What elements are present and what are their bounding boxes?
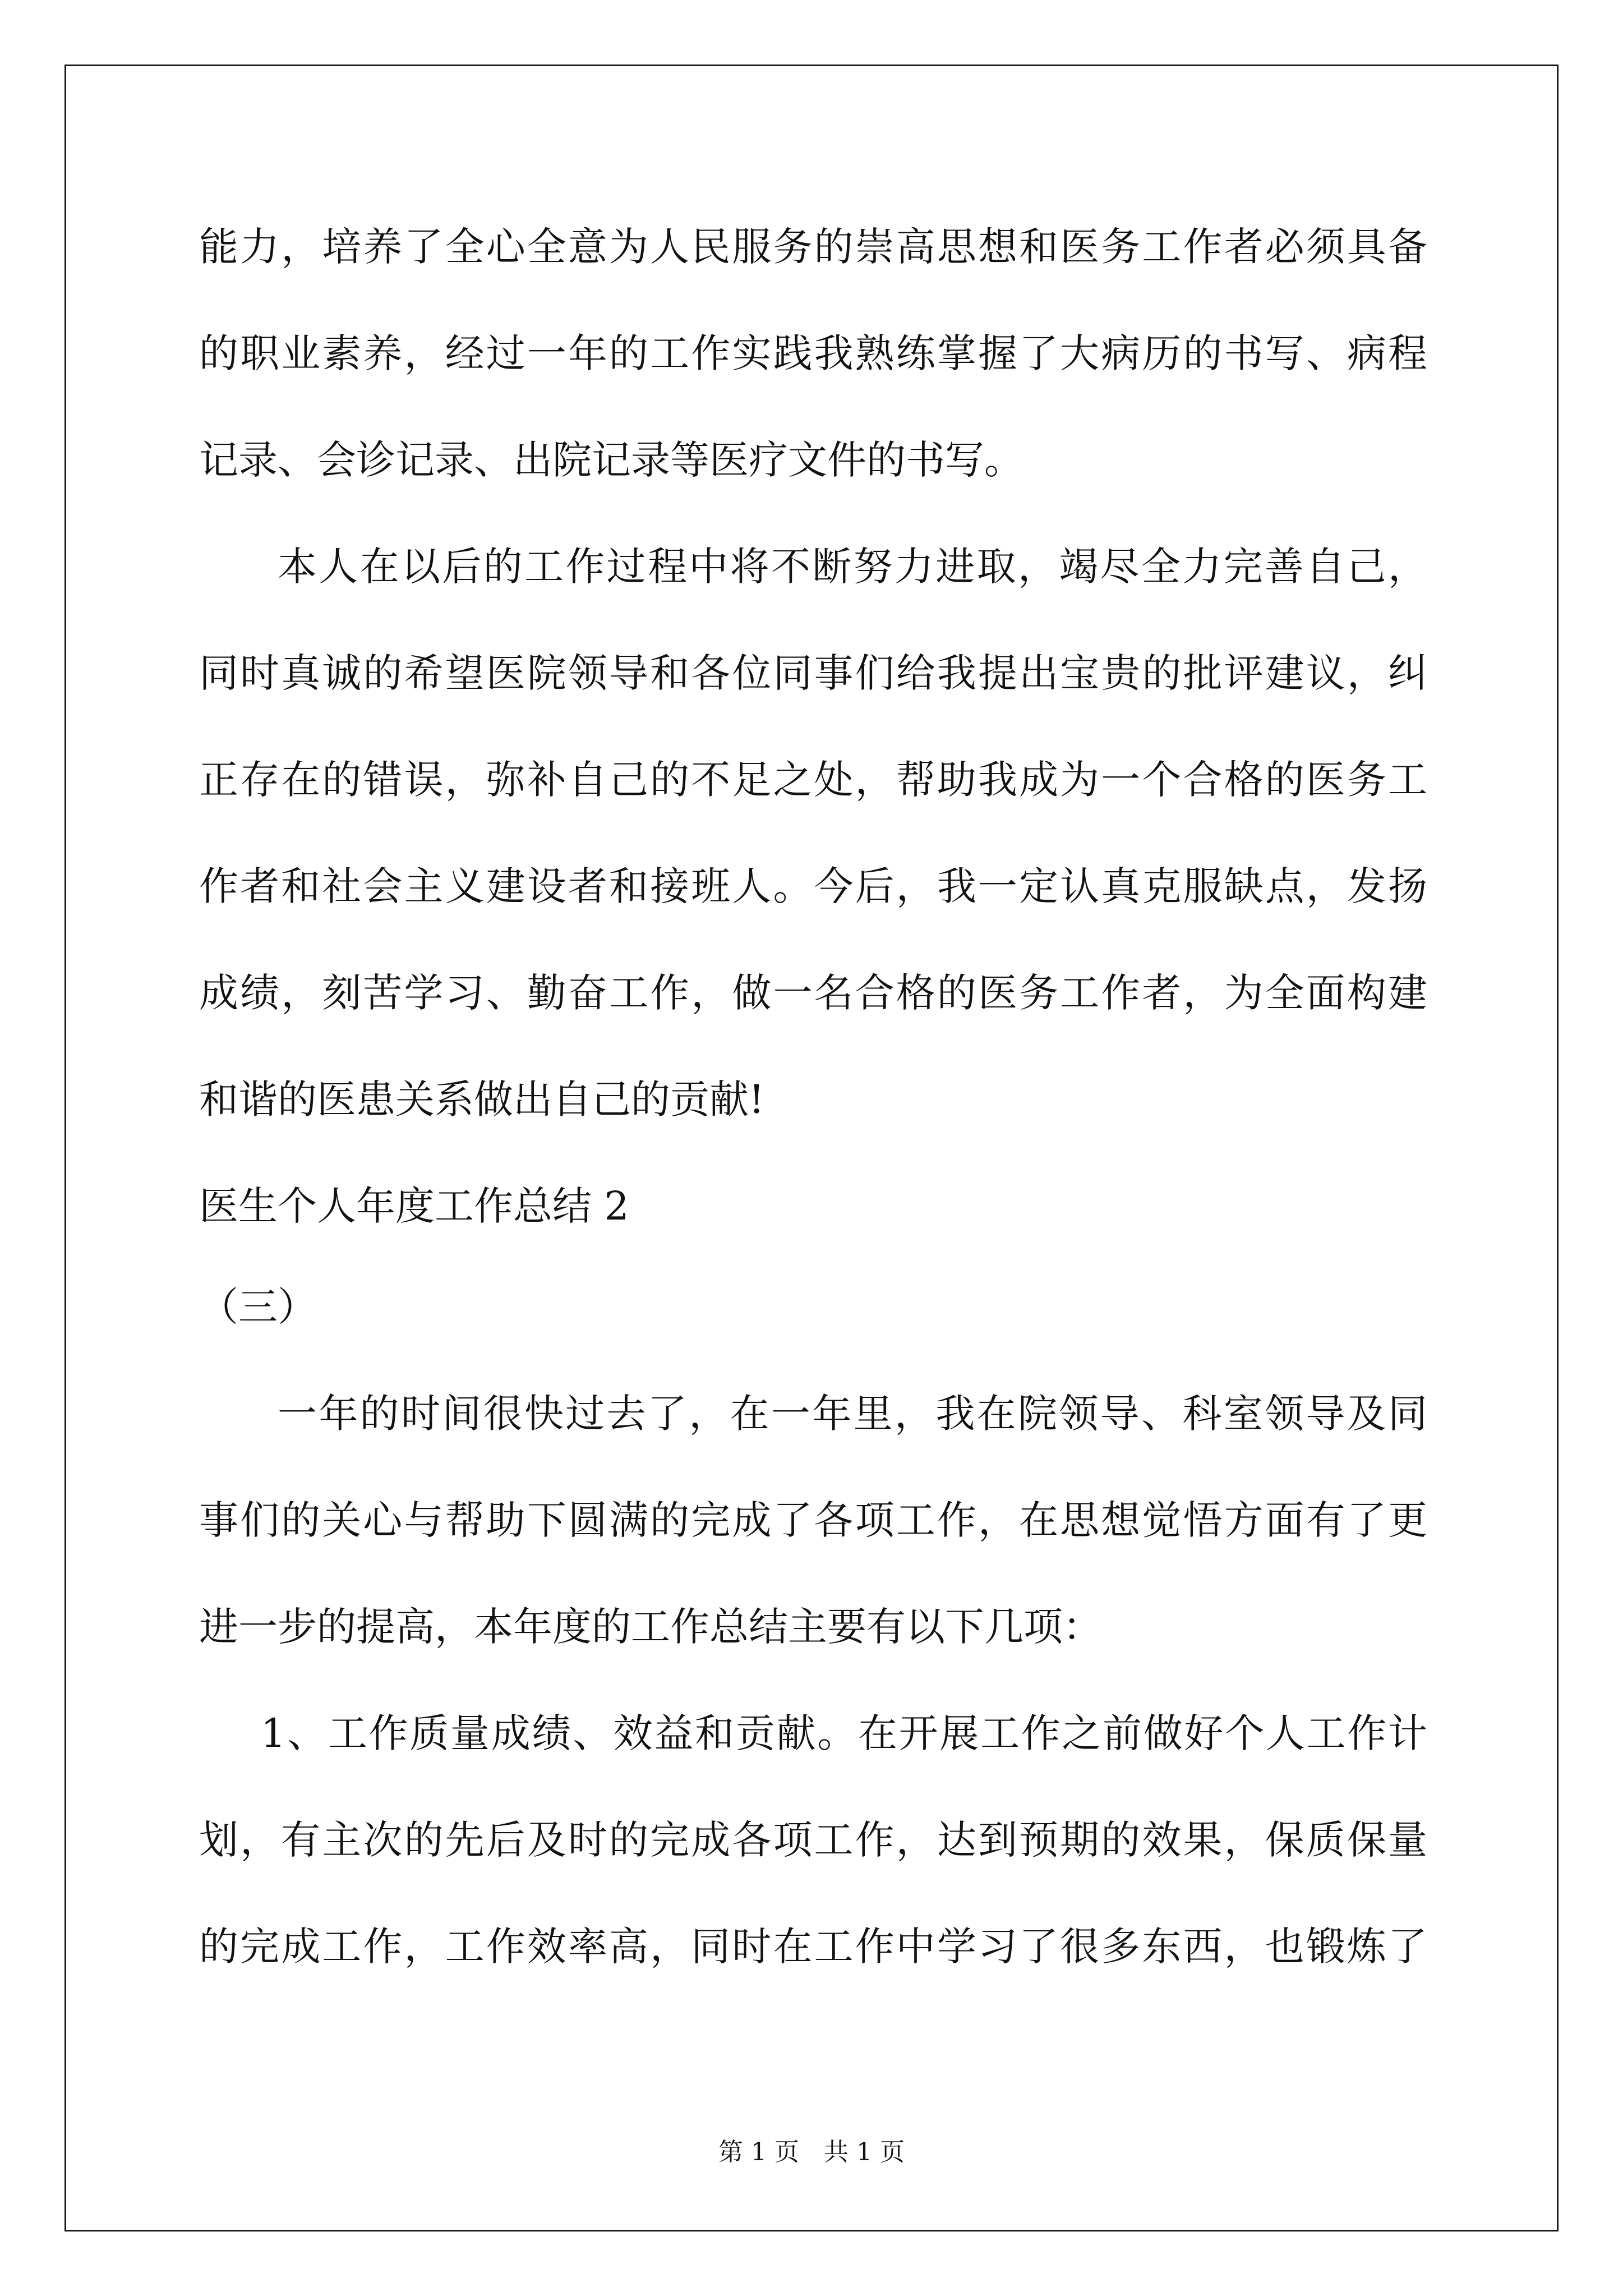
- text-line: 成绩，刻苦学习、勤奋工作，做一名合格的医务工作者，为全面构建: [199, 970, 1427, 1016]
- section-heading: 医生个人年度工作总结 2: [199, 1183, 629, 1229]
- text-line: 事们的关心与帮助下圆满的完成了各项工作，在思想觉悟方面有了更: [199, 1497, 1427, 1543]
- text-line: 同时真诚的希望医院领导和各位同事们给我提出宝贵的批评建议，纠: [199, 650, 1427, 696]
- subsection-heading: （三）: [199, 1284, 317, 1330]
- text-line: 能力，培养了全心全意为人民服务的崇高思想和医务工作者必须具备: [199, 224, 1427, 270]
- text-line: 正存在的错误，弥补自己的不足之处，帮助我成为一个合格的医务工: [199, 757, 1427, 803]
- text-line: 的职业素养，经过一年的工作实践我熟练掌握了大病历的书写、病程: [199, 330, 1427, 376]
- page-border: [64, 65, 1559, 2231]
- page-number: 第 1 页 共 1 页: [718, 2138, 905, 2166]
- text-line: 作者和社会主义建设者和接班人。今后，我一定认真克服缺点，发扬: [199, 863, 1427, 909]
- text-line: 进一步的提高，本年度的工作总结主要有以下几项：: [199, 1604, 1102, 1650]
- text-line: 1、工作质量成绩、效益和贡献。在开展工作之前做好个人工作计: [261, 1710, 1427, 1756]
- text-line: 和谐的医患关系做出自己的贡献!: [199, 1076, 765, 1122]
- text-line: 划，有主次的先后及时的完成各项工作，达到预期的效果，保质保量: [199, 1817, 1427, 1863]
- text-line: 一年的时间很快过去了，在一年里，我在院领导、科室领导及同: [278, 1391, 1427, 1437]
- text-line: 记录、会诊记录、出院记录等医疗文件的书写。: [199, 437, 1023, 483]
- text-line: 本人在以后的工作过程中将不断努力进取，竭尽全力完善自己，: [278, 544, 1427, 590]
- text-line: 的完成工作，工作效率高，同时在工作中学习了很多东西，也锻炼了: [199, 1924, 1427, 1970]
